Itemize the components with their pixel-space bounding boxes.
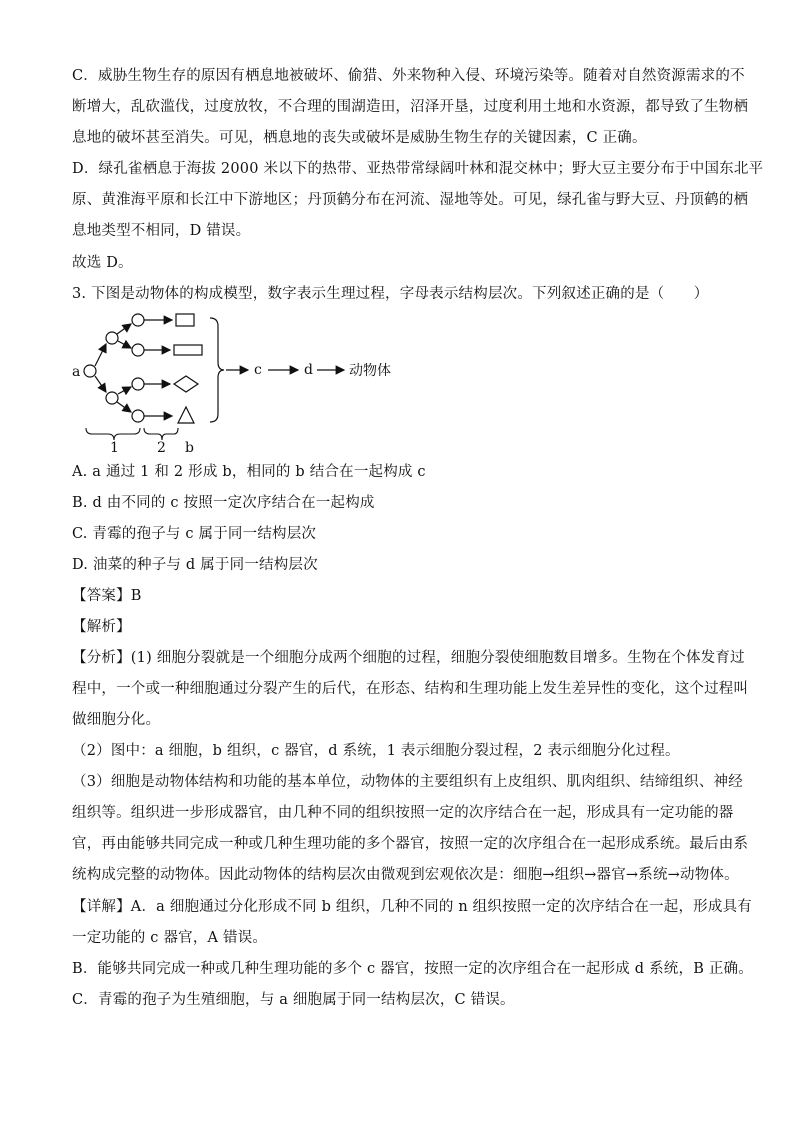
cell-circle bbox=[132, 344, 144, 356]
paragraph-line: 故选 D。 bbox=[72, 255, 133, 271]
cell-circle bbox=[106, 332, 118, 344]
label-d: d bbox=[304, 362, 313, 378]
analysis-line: 做细胞分化。 bbox=[72, 712, 161, 728]
right-brace bbox=[210, 318, 224, 422]
cell-circle bbox=[106, 392, 118, 404]
paragraph-line: 原、黄淮海平原和长江中下游地区；丹顶鹤分布在河流、湿地等处。可见，绿孔雀与野大豆、丹顶鹤的栖 bbox=[72, 192, 749, 208]
label-2: 2 bbox=[157, 440, 166, 456]
analysis-line: （2）图中：a 细胞，b 组织，c 器官，d 系统，1 表示细胞分裂过程，2 表示细胞分化过程。 bbox=[72, 743, 680, 759]
cell-circle bbox=[132, 378, 144, 390]
animal-structure-diagram bbox=[68, 306, 408, 456]
analysis-line: 组织等。组织进一步形成器官，由几种不同的组织按照一定的次序结合在一起，形成具有一定功能的器 bbox=[72, 805, 734, 821]
label-a: a bbox=[72, 364, 81, 380]
analysis-line: C．青霉的孢子为生殖细胞，与 a 细胞属于同一结构层次，C 错误。 bbox=[72, 992, 515, 1008]
label-c: c bbox=[254, 362, 262, 378]
cell-circle bbox=[132, 410, 144, 422]
tissue-rectangle bbox=[174, 345, 202, 355]
cell-circle bbox=[132, 314, 144, 326]
option-b: B. d 由不同的 c 按照一定次序结合在一起构成 bbox=[72, 495, 375, 511]
paragraph-line: D．绿孔雀栖息于海拔 2000 米以下的热带、亚热带常绿阔叶林和混交林中；野大豆主要分布于中国东北平 bbox=[72, 161, 764, 177]
tissue-triangle bbox=[178, 407, 194, 423]
option-c: C. 青霉的孢子与 c 属于同一结构层次 bbox=[72, 526, 317, 542]
analysis-title: 【解析】 bbox=[72, 619, 131, 635]
analysis-line: 程中，一个或一种细胞通过分裂产生的后代，在形态、结构和生理功能上发生差异性的变化，这个过程叫 bbox=[72, 681, 749, 697]
tissue-diamond bbox=[174, 376, 198, 392]
tissue-square bbox=[176, 314, 194, 326]
paragraph-line: C．威胁生物生存的原因有栖息地被破坏、偷猎、外来物种入侵、环境污染等。随着对自然资源需求的不 bbox=[72, 68, 745, 84]
cell-a-circle bbox=[84, 365, 96, 377]
analysis-line: 【分析】(1) 细胞分裂就是一个细胞分成两个细胞的过程，细胞分裂使细胞数目增多。生物在个体发育过 bbox=[72, 650, 745, 666]
analysis-line: 官，再由能够共同完成一种或几种生理功能的多个器官，按照一定的次序组合在一起形成系统。最后由系 bbox=[72, 836, 749, 852]
analysis-line: B．能够共同完成一种或几种生理功能的多个 c 器官，按照一定的次序组合在一起形成 d 系统，B 正确。 bbox=[72, 961, 753, 977]
analysis-line: 一定功能的 c 器官，A 错误。 bbox=[72, 930, 268, 946]
paragraph-line: 息地类型不相同，D 错误。 bbox=[72, 223, 251, 239]
analysis-line: 【详解】A．a 细胞通过分化形成不同 b 组织，几种不同的 n 组织按照一定的次序结合在一起，形成具有 bbox=[72, 899, 752, 915]
question-stem: 3. 下图是动物体的构成模型，数字表示生理过程，字母表示结构层次。下列叙述正确的是（ ） bbox=[72, 286, 709, 302]
brace-process-2 bbox=[144, 428, 178, 440]
brace-process-1 bbox=[86, 428, 140, 440]
option-d: D. 油菜的种子与 d 属于同一结构层次 bbox=[72, 557, 318, 573]
paragraph-line: 息地的破坏甚至消失。可见，栖息地的丧失或破坏是威胁生物生存的关键因素，C 正确。 bbox=[72, 130, 647, 146]
label-b: b bbox=[185, 440, 194, 456]
answer-line: 【答案】B bbox=[72, 588, 142, 604]
analysis-line: 统构成完整的动物体。因此动物体的结构层次由微观到宏观依次是：细胞→组织→器官→系统→动物体。 bbox=[72, 867, 739, 883]
analysis-line: （3）细胞是动物体结构和功能的基本单位，动物体的主要组织有上皮组织、肌肉组织、结缔组织、神经 bbox=[72, 774, 743, 790]
option-a: A. a 通过 1 和 2 形成 b，相同的 b 结合在一起构成 c bbox=[72, 464, 426, 480]
paragraph-line: 断增大，乱砍滥伐，过度放牧，不合理的围湖造田，沼泽开垦，过度利用土地和水资源，都导致了生物栖 bbox=[72, 99, 749, 115]
label-1: 1 bbox=[110, 440, 119, 456]
label-animal: 动物体 bbox=[349, 363, 391, 379]
